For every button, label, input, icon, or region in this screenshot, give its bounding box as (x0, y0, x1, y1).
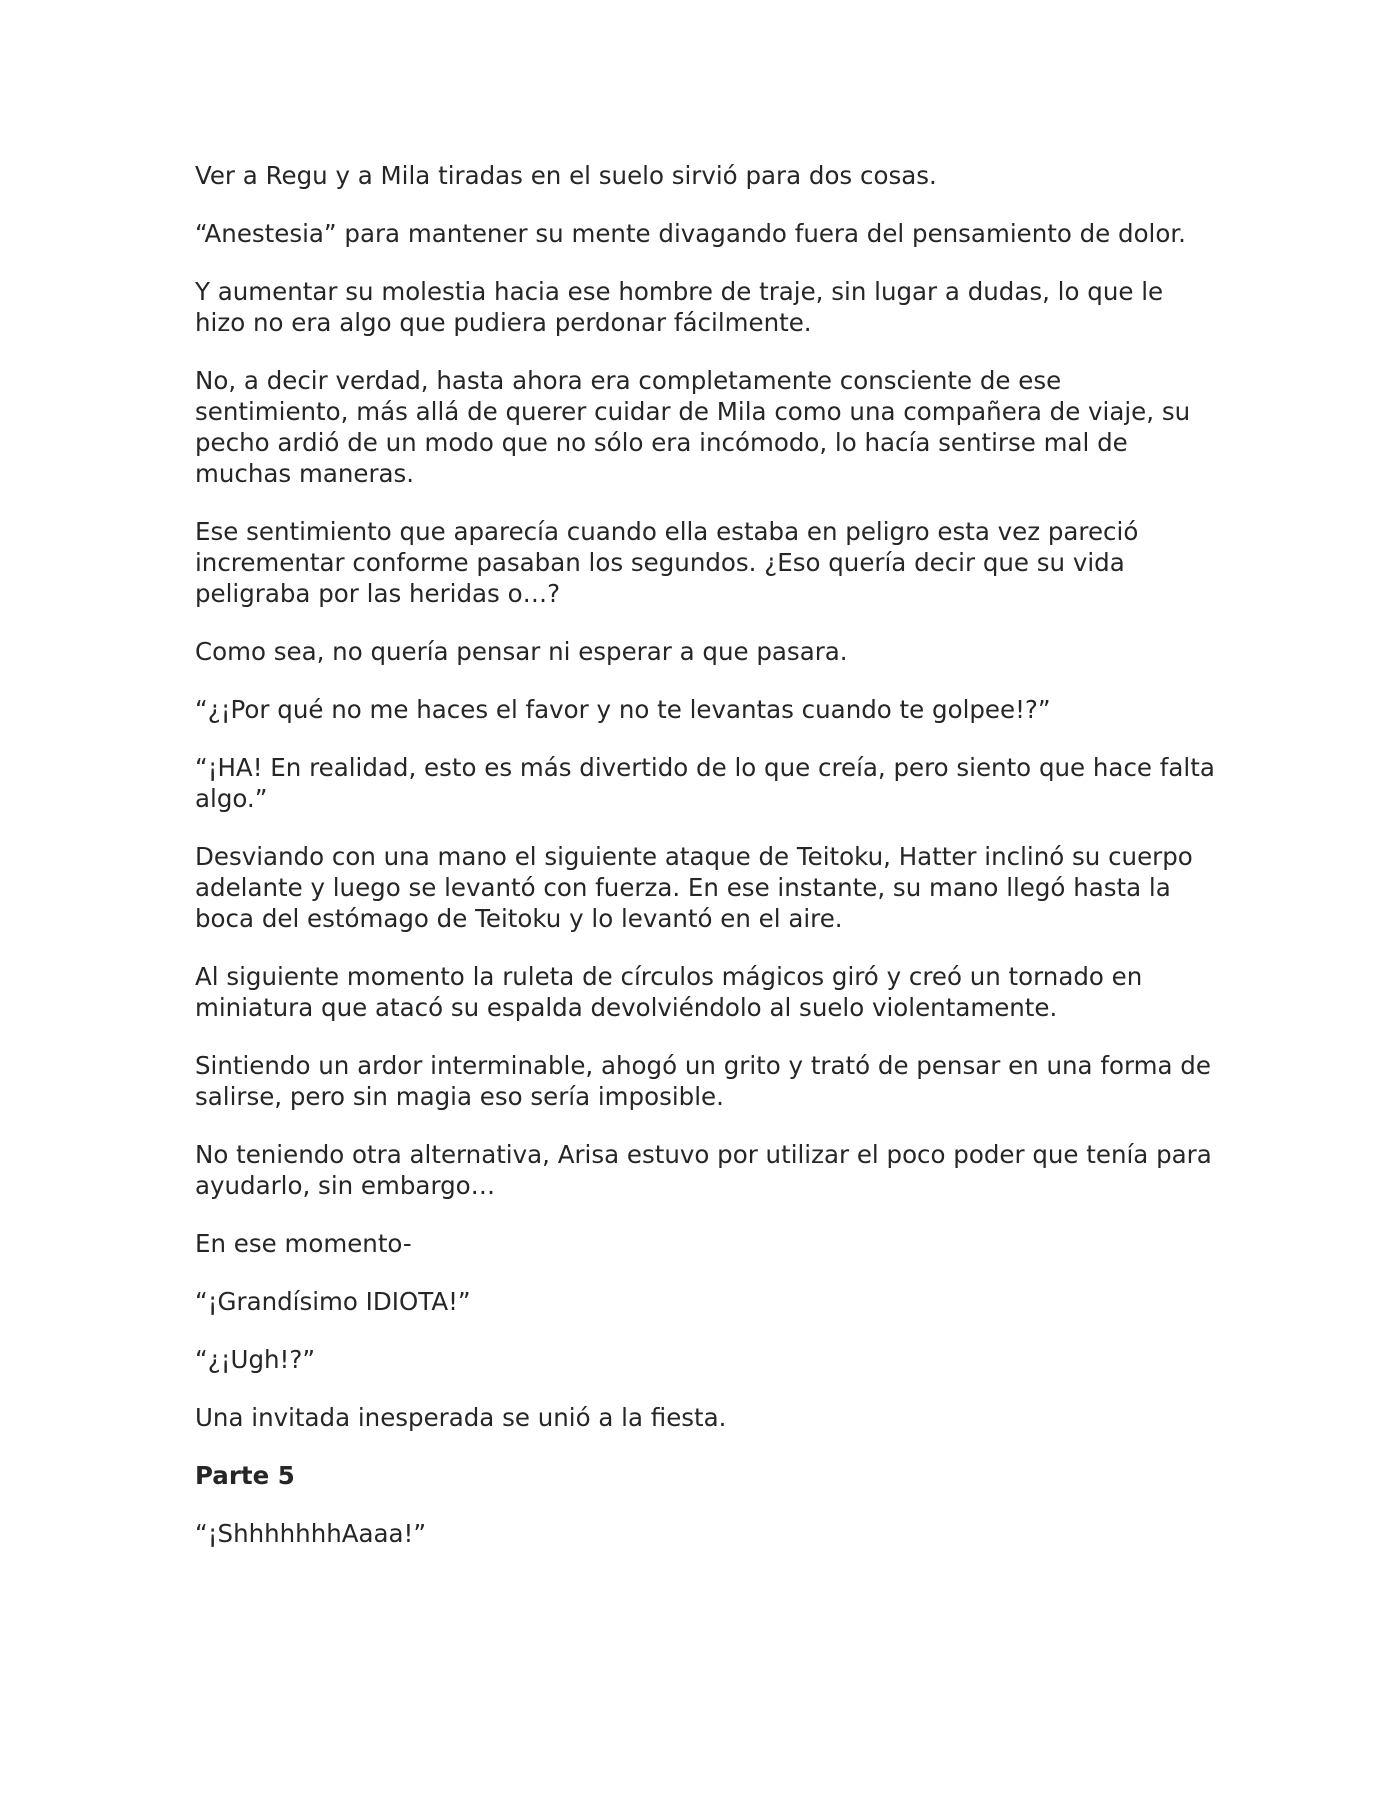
paragraph: Ver a Regu y a Mila tiradas en el suelo sirvió para dos cosas. (195, 161, 937, 190)
paragraph: Como sea, no quería pensar ni esperar a que pasara. (195, 637, 848, 666)
paragraph: “¡HA! En realidad, esto es más divertido de lo que creía, pero siento que hace falta algo.” (195, 753, 1215, 813)
document-page (195, 160, 1215, 1576)
paragraph: En ese momento- (195, 1229, 412, 1258)
section-heading: Parte 5 (195, 1461, 295, 1490)
paragraph: Ese sentimiento que aparecía cuando ella estaba en peligro esta vez pareció incrementar conforme pasaban los segundos. ¿Eso quería decir que su vida peligraba por las heridas o…? (195, 517, 1139, 608)
paragraph: “¿¡Ugh!?” (195, 1345, 316, 1374)
paragraph: Una invitada inesperada se unió a la fiesta. (195, 1403, 727, 1432)
paragraph: “¡Grandísimo IDIOTA!” (195, 1287, 471, 1316)
paragraph: Al siguiente momento la ruleta de círculos mágicos giró y creó un tornado en miniatura que atacó su espalda devolviéndolo al suelo violentamente. (195, 962, 1143, 1022)
paragraph: No teniendo otra alternativa, Arisa estuvo por utilizar el poco poder que tenía para ayudarlo, sin embargo… (195, 1140, 1212, 1200)
paragraph: “Anestesia” para mantener su mente divagando fuera del pensamiento de dolor. (195, 219, 1186, 248)
paragraph: Sintiendo un ardor interminable, ahogó un grito y trató de pensar en una forma de salirse, pero sin magia eso sería imposible. (195, 1051, 1211, 1111)
paragraph: Desviando con una mano el siguiente ataque de Teitoku, Hatter inclinó su cuerpo adelante y luego se levantó con fuerza. En ese instante, su mano llegó hasta la boca del estómago de Teitoku y lo levantó en el aire. (195, 842, 1193, 933)
paragraph: “¿¡Por qué no me haces el favor y no te levantas cuando te golpee!?” (195, 695, 1051, 724)
paragraph: No, a decir verdad, hasta ahora era completamente consciente de ese sentimiento, más allá de querer cuidar de Mila como una compañera de viaje, su pecho ardió de un modo que no sólo era incómodo, lo hacía sentirse mal de muchas maneras. (195, 366, 1191, 488)
paragraph: Y aumentar su molestia hacia ese hombre de traje, sin lugar a dudas, lo que le hizo no era algo que pudiera perdonar fácilmente. (195, 277, 1164, 337)
closing-line: “¡ShhhhhhhAaaa!” (195, 1519, 427, 1548)
